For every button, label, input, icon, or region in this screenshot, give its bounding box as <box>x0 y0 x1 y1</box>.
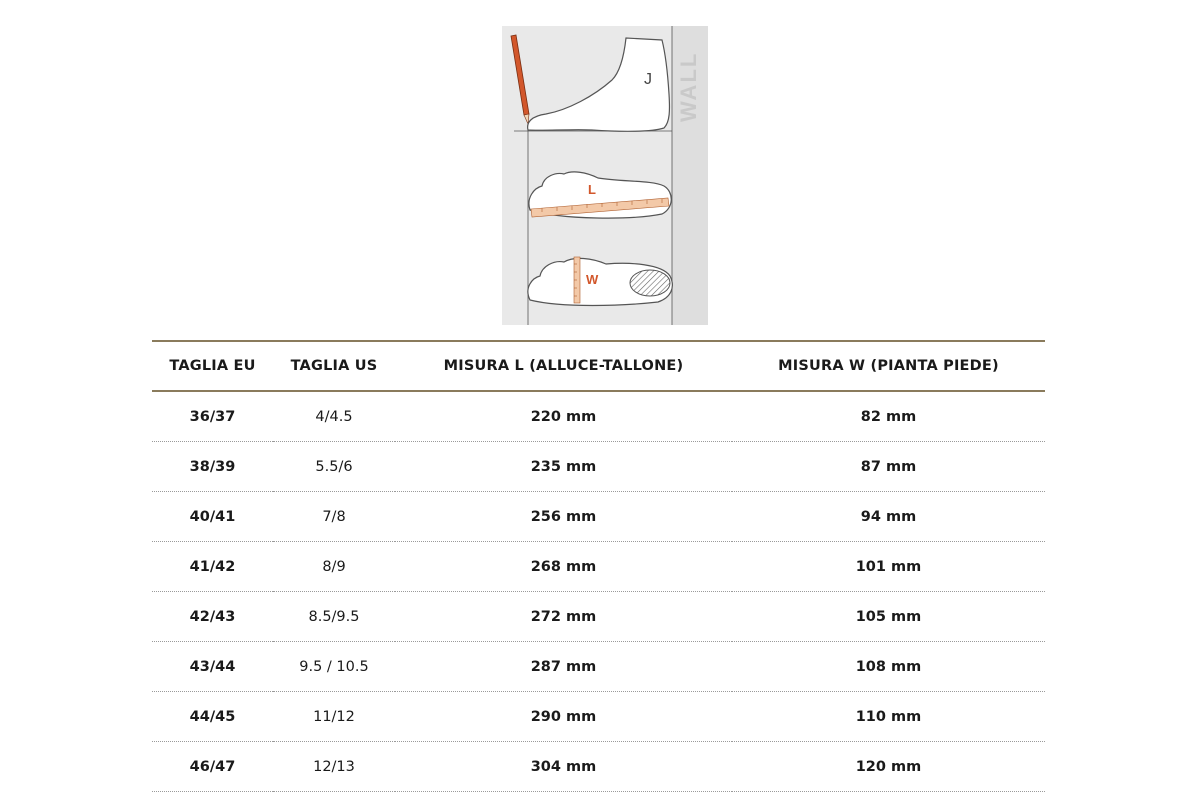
table-row <box>152 492 1045 542</box>
cell-eu: 36/37 <box>152 391 273 442</box>
cell-width: 105 mm <box>732 592 1045 642</box>
cell-length: 220 mm <box>395 391 732 442</box>
cell-eu: 38/39 <box>152 442 273 492</box>
pencil-icon <box>511 35 529 124</box>
cell-us: 4/4.5 <box>273 391 395 442</box>
cell-length: 304 mm <box>395 742 732 792</box>
cell-width: 108 mm <box>732 642 1045 692</box>
foot-measurement-illustration <box>502 26 708 325</box>
cell-length: 268 mm <box>395 542 732 592</box>
cell-width: 87 mm <box>732 442 1045 492</box>
cell-width: 101 mm <box>732 542 1045 592</box>
header-width: MISURA W (PIANTA PIEDE) <box>732 341 1045 391</box>
cell-eu: 40/41 <box>152 492 273 542</box>
cell-eu: 41/42 <box>152 542 273 592</box>
cell-us: 7/8 <box>273 492 395 542</box>
cell-length: 235 mm <box>395 442 732 492</box>
width-label: W <box>586 272 599 287</box>
width-ruler <box>574 257 580 303</box>
table-header <box>152 341 1045 391</box>
header-us: TAGLIA US <box>273 341 395 391</box>
header-length: MISURA L (ALLUCE-TALLONE) <box>395 341 732 391</box>
cell-us: 8.5/9.5 <box>273 592 395 642</box>
size-chart-table <box>152 340 1045 792</box>
cell-eu: 44/45 <box>152 692 273 742</box>
heel-hatch <box>630 270 670 296</box>
cell-eu: 42/43 <box>152 592 273 642</box>
length-label: L <box>588 182 596 197</box>
table-row <box>152 391 1045 442</box>
header-eu: TAGLIA EU <box>152 341 273 391</box>
cell-us: 5.5/6 <box>273 442 395 492</box>
cell-us: 11/12 <box>273 692 395 742</box>
toe-mark: J <box>644 71 652 88</box>
cell-eu: 46/47 <box>152 742 273 792</box>
table-body <box>152 391 1045 792</box>
cell-length: 272 mm <box>395 592 732 642</box>
cell-width: 120 mm <box>732 742 1045 792</box>
cell-us: 8/9 <box>273 542 395 592</box>
cell-width: 110 mm <box>732 692 1045 742</box>
table-row <box>152 692 1045 742</box>
cell-width: 82 mm <box>732 391 1045 442</box>
foot-diagram <box>502 26 708 325</box>
cell-us: 12/13 <box>273 742 395 792</box>
cell-length: 290 mm <box>395 692 732 742</box>
table-row <box>152 442 1045 492</box>
table-row <box>152 742 1045 792</box>
table-row <box>152 642 1045 692</box>
header-row <box>152 341 1045 391</box>
cell-length: 287 mm <box>395 642 732 692</box>
cell-length: 256 mm <box>395 492 732 542</box>
cell-width: 94 mm <box>732 492 1045 542</box>
cell-us: 9.5 / 10.5 <box>273 642 395 692</box>
table-row <box>152 542 1045 592</box>
table-row <box>152 592 1045 642</box>
wall-label: WALL <box>676 51 701 122</box>
cell-eu: 43/44 <box>152 642 273 692</box>
